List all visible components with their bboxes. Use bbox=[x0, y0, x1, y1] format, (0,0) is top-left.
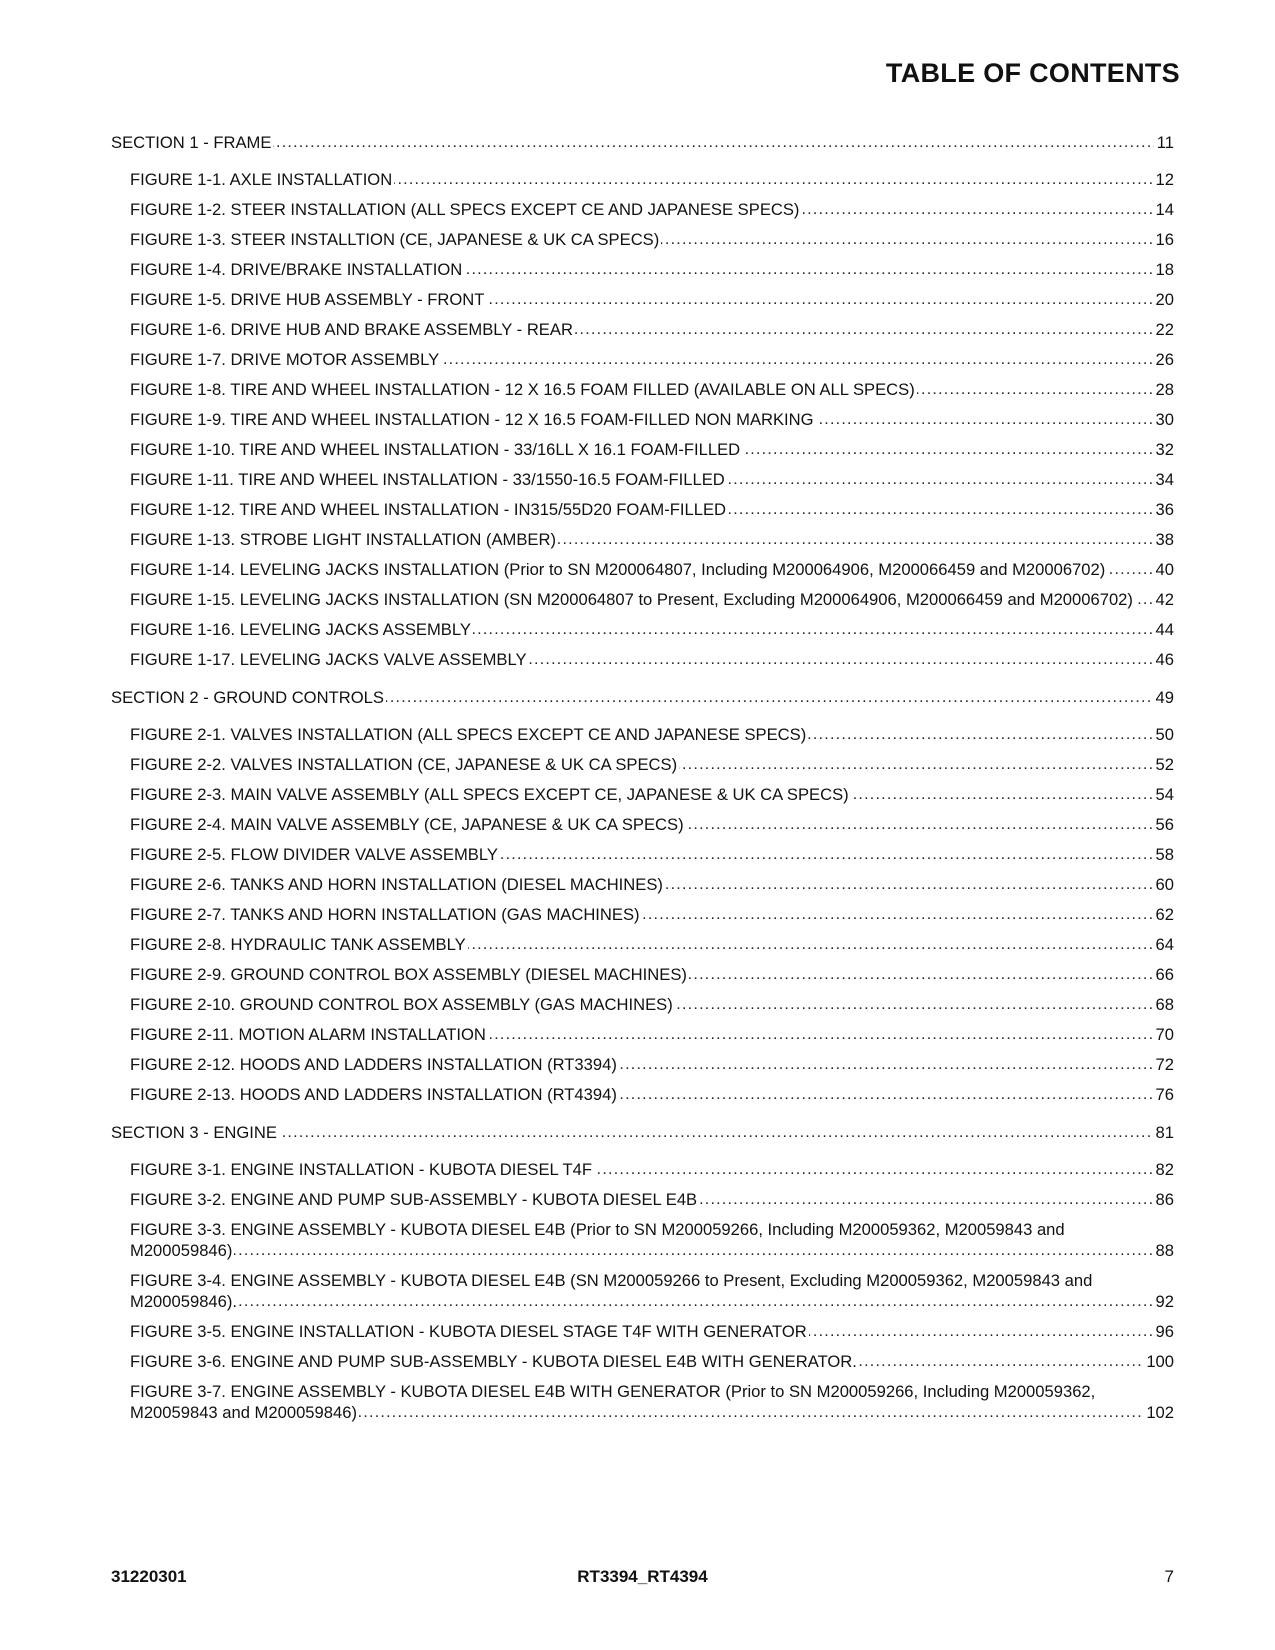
toc-figure-entry[interactable] bbox=[111, 1351, 1174, 1372]
toc-figure-label bbox=[130, 439, 1153, 460]
toc-figure-entry[interactable] bbox=[111, 649, 1174, 670]
toc-figure-text: FIGURE 3-4. ENGINE ASSEMBLY - KUBOTA DIESEL E4B (SN M200059266 to Present, Excluding M200059362, M20059843 and M200059846). bbox=[130, 1271, 1093, 1311]
toc-figure-text: FIGURE 1-4. DRIVE/BRAKE INSTALLATION bbox=[130, 260, 463, 279]
toc-figure-text: FIGURE 1-12. TIRE AND WHEEL INSTALLATION - IN315/55D20 FOAM-FILLED bbox=[130, 500, 726, 519]
toc-figure-entry[interactable] bbox=[111, 199, 1174, 220]
toc-figure-page-number: 72 bbox=[1153, 1054, 1174, 1075]
toc-figure-page-number: 102 bbox=[1143, 1402, 1174, 1423]
toc-figure-label bbox=[130, 1270, 1153, 1312]
toc-figure-entry[interactable] bbox=[111, 994, 1174, 1015]
toc-figure-page-number: 44 bbox=[1153, 619, 1174, 640]
toc-figure-entry[interactable] bbox=[111, 289, 1174, 310]
toc-figure-label bbox=[130, 784, 1153, 805]
toc-figure-text: FIGURE 2-6. TANKS AND HORN INSTALLATION (DIESEL MACHINES) bbox=[130, 875, 663, 894]
toc-section-label bbox=[111, 687, 1153, 708]
toc-figure-label bbox=[130, 1159, 1153, 1180]
toc-figure-label bbox=[130, 649, 1153, 670]
toc-figure-entry[interactable] bbox=[111, 934, 1174, 955]
toc-figure-label bbox=[130, 1321, 1153, 1342]
toc-figure-page-number: 40 bbox=[1153, 559, 1174, 580]
toc-figure-entry[interactable] bbox=[111, 1084, 1174, 1105]
footer-doc-number: 31220301 bbox=[111, 1567, 187, 1586]
toc-figure-label bbox=[130, 229, 1153, 250]
toc-figure-entry[interactable] bbox=[111, 229, 1174, 250]
toc-figure-text: FIGURE 1-11. TIRE AND WHEEL INSTALLATION - 33/1550-16.5 FOAM-FILLED bbox=[130, 470, 725, 489]
toc-figure-page-number: 28 bbox=[1153, 379, 1174, 400]
toc-figure-text: FIGURE 1-10. TIRE AND WHEEL INSTALLATION - 33/16LL X 16.1 FOAM-FILLED bbox=[130, 440, 741, 459]
toc-figure-label bbox=[130, 754, 1153, 775]
toc-figure-page-number: 100 bbox=[1143, 1351, 1174, 1372]
toc-figure-label bbox=[130, 994, 1153, 1015]
toc-section-label bbox=[111, 1122, 1153, 1143]
toc-figure-entry[interactable] bbox=[111, 754, 1174, 775]
toc-figure-text: FIGURE 1-1. AXLE INSTALLATION bbox=[130, 170, 393, 189]
toc-figure-entry[interactable] bbox=[111, 319, 1174, 340]
toc-section-entry[interactable] bbox=[111, 132, 1174, 153]
toc-figure-label bbox=[130, 1351, 1143, 1372]
toc-figure-text: FIGURE 1-14. LEVELING JACKS INSTALLATION (Prior to SN M200064807, Including M200064906, M200066459 and M20006702) bbox=[130, 560, 1106, 579]
toc-figure-text: FIGURE 2-11. MOTION ALARM INSTALLATION bbox=[130, 1025, 486, 1044]
toc-figure-page-number: 96 bbox=[1153, 1321, 1174, 1342]
toc-figure-entry[interactable] bbox=[111, 814, 1174, 835]
toc-figure-page-number: 70 bbox=[1153, 1024, 1174, 1045]
toc-figure-label bbox=[130, 259, 1153, 280]
toc-figure-text: FIGURE 1-16. LEVELING JACKS ASSEMBLY bbox=[130, 620, 471, 639]
toc-figure-label bbox=[130, 724, 1153, 745]
toc-figure-label bbox=[130, 319, 1153, 340]
toc-figure-label bbox=[130, 379, 1153, 400]
toc-figure-page-number: 60 bbox=[1153, 874, 1174, 895]
toc-figure-page-number: 14 bbox=[1153, 199, 1174, 220]
toc-figure-text: FIGURE 1-5. DRIVE HUB ASSEMBLY - FRONT bbox=[130, 290, 485, 309]
toc-figure-text: FIGURE 1-9. TIRE AND WHEEL INSTALLATION - 12 X 16.5 FOAM-FILLED NON MARKING bbox=[130, 410, 814, 429]
toc-figure-page-number: 50 bbox=[1153, 724, 1174, 745]
toc-figure-label bbox=[130, 964, 1153, 985]
toc-figure-text: FIGURE 3-1. ENGINE INSTALLATION - KUBOTA DIESEL T4F bbox=[130, 1160, 592, 1179]
toc-figure-label bbox=[130, 1189, 1153, 1210]
toc-figure-entry[interactable] bbox=[111, 1270, 1174, 1312]
page-title: TABLE OF CONTENTS bbox=[885, 58, 1180, 88]
toc-figure-label bbox=[130, 559, 1153, 580]
toc-figure-page-number: 82 bbox=[1153, 1159, 1174, 1180]
toc-figure-page-number: 20 bbox=[1153, 289, 1174, 310]
toc-figure-page-number: 36 bbox=[1153, 499, 1174, 520]
footer-page-number: 7 bbox=[1164, 1567, 1174, 1586]
toc-figure-page-number: 58 bbox=[1153, 844, 1174, 865]
toc-figure-page-number: 32 bbox=[1153, 439, 1174, 460]
toc-figure-entry[interactable] bbox=[111, 259, 1174, 280]
toc-figure-entry[interactable] bbox=[111, 1381, 1174, 1423]
toc-figure-page-number: 52 bbox=[1153, 754, 1174, 775]
toc-figure-label bbox=[130, 349, 1153, 370]
toc-figure-label bbox=[130, 529, 1153, 550]
toc-figure-label bbox=[130, 1084, 1153, 1105]
toc-list bbox=[111, 132, 1174, 1432]
toc-figure-entry[interactable] bbox=[111, 559, 1174, 580]
toc-figure-label bbox=[130, 199, 1153, 220]
toc-figure-page-number: 18 bbox=[1153, 259, 1174, 280]
toc-figure-page-number: 68 bbox=[1153, 994, 1174, 1015]
toc-figure-entry[interactable] bbox=[111, 874, 1174, 895]
toc-figure-text: FIGURE 2-5. FLOW DIVIDER VALVE ASSEMBLY bbox=[130, 845, 498, 864]
toc-figure-text: FIGURE 2-10. GROUND CONTROL BOX ASSEMBLY (GAS MACHINES) bbox=[130, 995, 673, 1014]
toc-section-label bbox=[111, 132, 1154, 153]
toc-figure-entry[interactable] bbox=[111, 1189, 1174, 1210]
toc-figure-text: FIGURE 3-5. ENGINE INSTALLATION - KUBOTA DIESEL STAGE T4F WITH GENERATOR bbox=[130, 1322, 807, 1341]
toc-figure-entry[interactable] bbox=[111, 964, 1174, 985]
toc-figure-page-number: 16 bbox=[1153, 229, 1174, 250]
toc-section-entry[interactable] bbox=[111, 687, 1174, 708]
toc-figure-text: FIGURE 1-6. DRIVE HUB AND BRAKE ASSEMBLY - REAR bbox=[130, 320, 573, 339]
toc-figure-page-number: 30 bbox=[1153, 409, 1174, 430]
toc-figure-entry[interactable] bbox=[111, 724, 1174, 745]
toc-figure-label bbox=[130, 289, 1153, 310]
toc-figure-entry[interactable] bbox=[111, 469, 1174, 490]
toc-figure-label bbox=[130, 409, 1153, 430]
toc-figure-text: FIGURE 3-2. ENGINE AND PUMP SUB-ASSEMBLY - KUBOTA DIESEL E4B bbox=[130, 1190, 698, 1209]
toc-figure-page-number: 86 bbox=[1153, 1189, 1174, 1210]
toc-figure-entry[interactable] bbox=[111, 844, 1174, 865]
toc-figure-label bbox=[130, 619, 1153, 640]
toc-section-text: SECTION 1 - FRAME bbox=[111, 133, 272, 152]
toc-figure-text: FIGURE 3-3. ENGINE ASSEMBLY - KUBOTA DIESEL E4B (Prior to SN M200059266, Including M200059362, M20059843 and M200059846) bbox=[130, 1220, 1065, 1260]
toc-figure-label bbox=[130, 1381, 1143, 1423]
toc-figure-page-number: 64 bbox=[1153, 934, 1174, 955]
toc-figure-entry[interactable] bbox=[111, 904, 1174, 925]
toc-figure-text: FIGURE 1-2. STEER INSTALLATION (ALL SPECS EXCEPT CE AND JAPANESE SPECS) bbox=[130, 200, 800, 219]
toc-figure-text: FIGURE 2-1. VALVES INSTALLATION (ALL SPECS EXCEPT CE AND JAPANESE SPECS) bbox=[130, 725, 807, 744]
toc-figure-text: FIGURE 1-3. STEER INSTALLTION (CE, JAPANESE & UK CA SPECS) bbox=[130, 230, 660, 249]
toc-figure-text: FIGURE 2-9. GROUND CONTROL BOX ASSEMBLY (DIESEL MACHINES) bbox=[130, 965, 687, 984]
toc-figure-entry[interactable] bbox=[111, 1054, 1174, 1075]
toc-figure-entry[interactable] bbox=[111, 349, 1174, 370]
toc-figure-entry[interactable] bbox=[111, 499, 1174, 520]
toc-figure-entry[interactable] bbox=[111, 379, 1174, 400]
toc-figure-text: FIGURE 2-2. VALVES INSTALLATION (CE, JAPANESE & UK CA SPECS) bbox=[130, 755, 678, 774]
toc-figure-text: FIGURE 1-15. LEVELING JACKS INSTALLATION (SN M200064807 to Present, Excluding M200064906, M200066459 and M20006702) bbox=[130, 590, 1133, 609]
toc-figure-label bbox=[130, 844, 1153, 865]
toc-figure-page-number: 12 bbox=[1153, 169, 1174, 190]
toc-figure-label bbox=[130, 1024, 1153, 1045]
toc-figure-label bbox=[130, 814, 1153, 835]
toc-figure-page-number: 54 bbox=[1153, 784, 1174, 805]
toc-figure-text: FIGURE 1-13. STROBE LIGHT INSTALLATION (AMBER) bbox=[130, 530, 556, 549]
toc-figure-entry[interactable] bbox=[111, 1321, 1174, 1342]
toc-section-text: SECTION 2 - GROUND CONTROLS bbox=[111, 688, 384, 707]
toc-figure-page-number: 26 bbox=[1153, 349, 1174, 370]
toc-figure-entry[interactable] bbox=[111, 169, 1174, 190]
toc-figure-label bbox=[130, 469, 1153, 490]
toc-figure-page-number: 34 bbox=[1153, 469, 1174, 490]
toc-figure-entry[interactable] bbox=[111, 619, 1174, 640]
toc-figure-text: FIGURE 3-6. ENGINE AND PUMP SUB-ASSEMBLY - KUBOTA DIESEL E4B WITH GENERATOR. bbox=[130, 1352, 857, 1371]
toc-section-page-number: 11 bbox=[1154, 132, 1174, 153]
toc-figure-label bbox=[130, 1054, 1153, 1075]
toc-figure-entry[interactable] bbox=[111, 589, 1174, 610]
toc-section-text: SECTION 3 - ENGINE bbox=[111, 1123, 277, 1142]
toc-figure-text: FIGURE 1-7. DRIVE MOTOR ASSEMBLY bbox=[130, 350, 440, 369]
toc-figure-text: FIGURE 2-8. HYDRAULIC TANK ASSEMBLY bbox=[130, 935, 466, 954]
toc-figure-label bbox=[130, 169, 1153, 190]
footer-model: RT3394_RT4394 bbox=[577, 1567, 708, 1586]
toc-figure-page-number: 88 bbox=[1153, 1240, 1174, 1261]
toc-figure-label bbox=[130, 499, 1153, 520]
toc-figure-text: FIGURE 2-7. TANKS AND HORN INSTALLATION (GAS MACHINES) bbox=[130, 905, 640, 924]
toc-figure-text: FIGURE 2-13. HOODS AND LADDERS INSTALLATION (RT4394) bbox=[130, 1085, 617, 1104]
toc-figure-page-number: 62 bbox=[1153, 904, 1174, 925]
toc-figure-page-number: 42 bbox=[1153, 589, 1174, 610]
toc-figure-page-number: 92 bbox=[1153, 1291, 1174, 1312]
toc-figure-entry[interactable] bbox=[111, 439, 1174, 460]
toc-figure-text: FIGURE 1-17. LEVELING JACKS VALVE ASSEMBLY bbox=[130, 650, 527, 669]
toc-figure-page-number: 22 bbox=[1153, 319, 1174, 340]
toc-figure-page-number: 56 bbox=[1153, 814, 1174, 835]
toc-figure-entry[interactable] bbox=[111, 529, 1174, 550]
toc-figure-label bbox=[130, 874, 1153, 895]
toc-section-page-number: 49 bbox=[1153, 687, 1174, 708]
toc-figure-entry[interactable] bbox=[111, 1159, 1174, 1180]
toc-figure-label bbox=[130, 934, 1153, 955]
toc-figure-text: FIGURE 2-3. MAIN VALVE ASSEMBLY (ALL SPECS EXCEPT CE, JAPANESE & UK CA SPECS) bbox=[130, 785, 849, 804]
toc-figure-page-number: 46 bbox=[1153, 649, 1174, 670]
toc-figure-label bbox=[130, 589, 1153, 610]
toc-section-page-number: 81 bbox=[1153, 1122, 1174, 1143]
toc-figure-text: FIGURE 1-8. TIRE AND WHEEL INSTALLATION - 12 X 16.5 FOAM FILLED (AVAILABLE ON ALL SPECS) bbox=[130, 380, 915, 399]
toc-figure-label bbox=[130, 904, 1153, 925]
toc-figure-entry[interactable] bbox=[111, 409, 1174, 430]
toc-figure-page-number: 38 bbox=[1153, 529, 1174, 550]
toc-figure-text: FIGURE 3-7. ENGINE ASSEMBLY - KUBOTA DIESEL E4B WITH GENERATOR (Prior to SN M200059266, Including M200059362, M20059843 and M200059846) bbox=[130, 1382, 1096, 1422]
toc-figure-entry[interactable] bbox=[111, 784, 1174, 805]
toc-figure-page-number: 76 bbox=[1153, 1084, 1174, 1105]
toc-figure-label bbox=[130, 1219, 1153, 1261]
toc-figure-entry[interactable] bbox=[111, 1024, 1174, 1045]
toc-figure-text: FIGURE 2-4. MAIN VALVE ASSEMBLY (CE, JAPANESE & UK CA SPECS) bbox=[130, 815, 684, 834]
toc-figure-page-number: 66 bbox=[1153, 964, 1174, 985]
toc-figure-entry[interactable] bbox=[111, 1219, 1174, 1261]
toc-figure-text: FIGURE 2-12. HOODS AND LADDERS INSTALLATION (RT3394) bbox=[130, 1055, 617, 1074]
toc-section-entry[interactable] bbox=[111, 1122, 1174, 1143]
